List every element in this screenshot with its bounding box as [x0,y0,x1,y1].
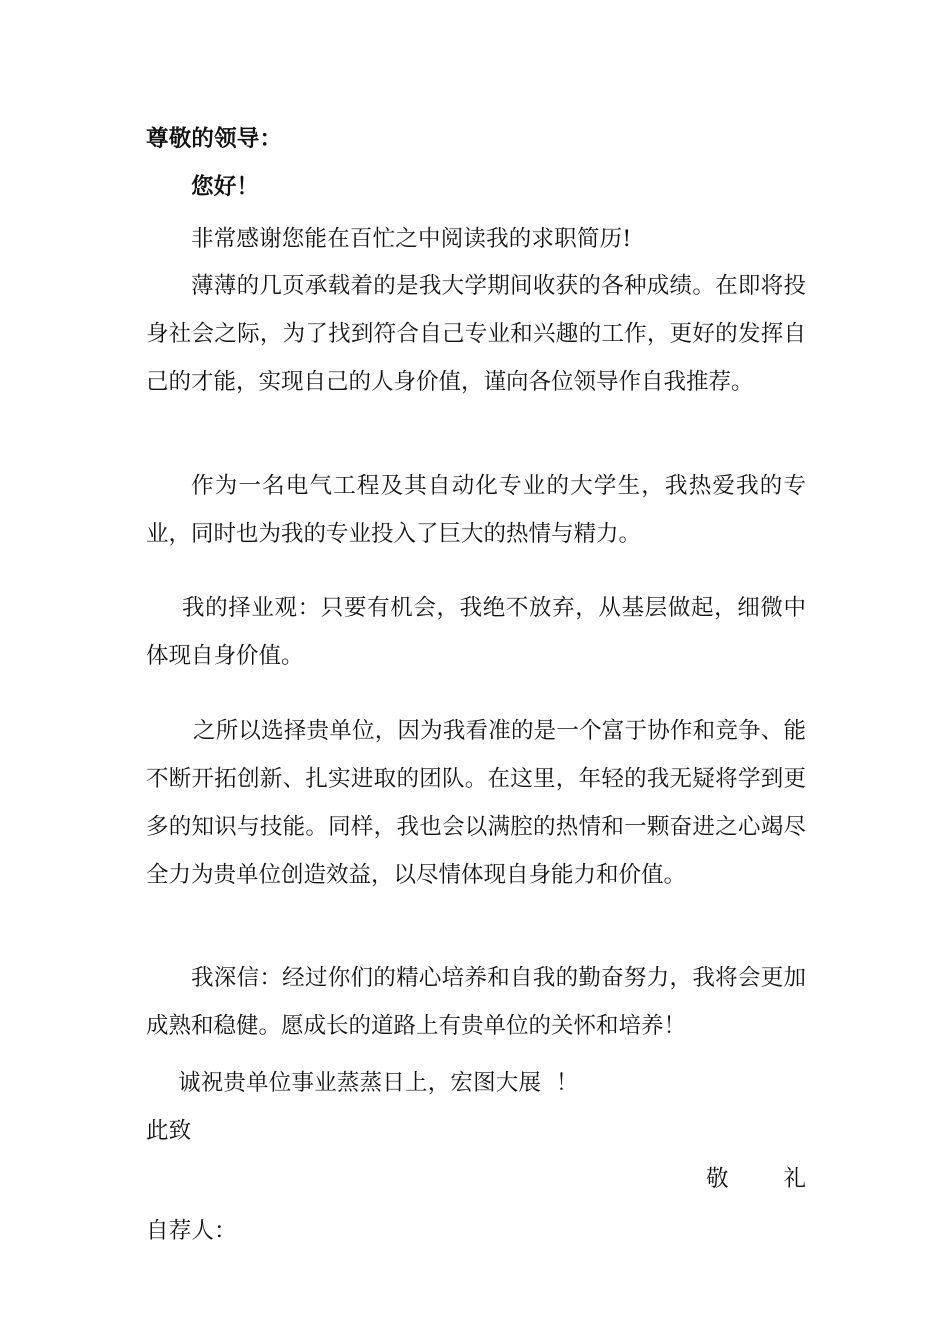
paragraph-intro: 薄薄的几页承载着的是我大学期间收获的各种成绩。在即将投身社会之际，为了找到符合自己专业和兴趣的工作，更好的发挥自己的才能，实现自己的人身价值，谨向各位领导作自我推荐。 [146,273,806,395]
regards-char-1: 敬 [706,1166,729,1192]
regards-char-2: 礼 [783,1166,806,1192]
paragraph-career-view: 我的择业观：只要有机会，我绝不放弃，从基层做起，细微中体现自身价值。 [146,595,806,669]
greeting: 您好！ [191,174,260,200]
signature-label: 自荐人： [146,1218,237,1244]
paragraph-belief: 我深信：经过你们的精心培养和自我的勤奋努力，我将会更加成熟和稳健。愿成长的道路上有贵单位的关怀和培养！ [146,965,806,1039]
salutation: 尊敬的领导： [146,126,283,152]
regards [706,1164,806,1194]
paragraph-reason: 之所以选择贵单位，因为我看准的是一个富于协作和竞争、能不断开拓创新、扎实进取的团队。在这里，年轻的我无疑将学到更多的知识与技能。同样，我也会以满腔的热情和一颗奋进之心竭尽全力为贵单位创造效益，以尽情体现自身能力和价值。 [146,718,806,888]
wish-line: 诚祝贵单位事业蒸蒸日上，宏图大展 ！ [178,1070,579,1096]
closing-text: 此致 [146,1118,192,1144]
thanks-line: 非常感谢您能在百忙之中阅读我的求职简历! [191,226,632,252]
paragraph-major: 作为一名电气工程及其自动化专业的大学生，我热爱我的专业，同时也为我的专业投入了巨大的热情与精力。 [146,473,806,547]
